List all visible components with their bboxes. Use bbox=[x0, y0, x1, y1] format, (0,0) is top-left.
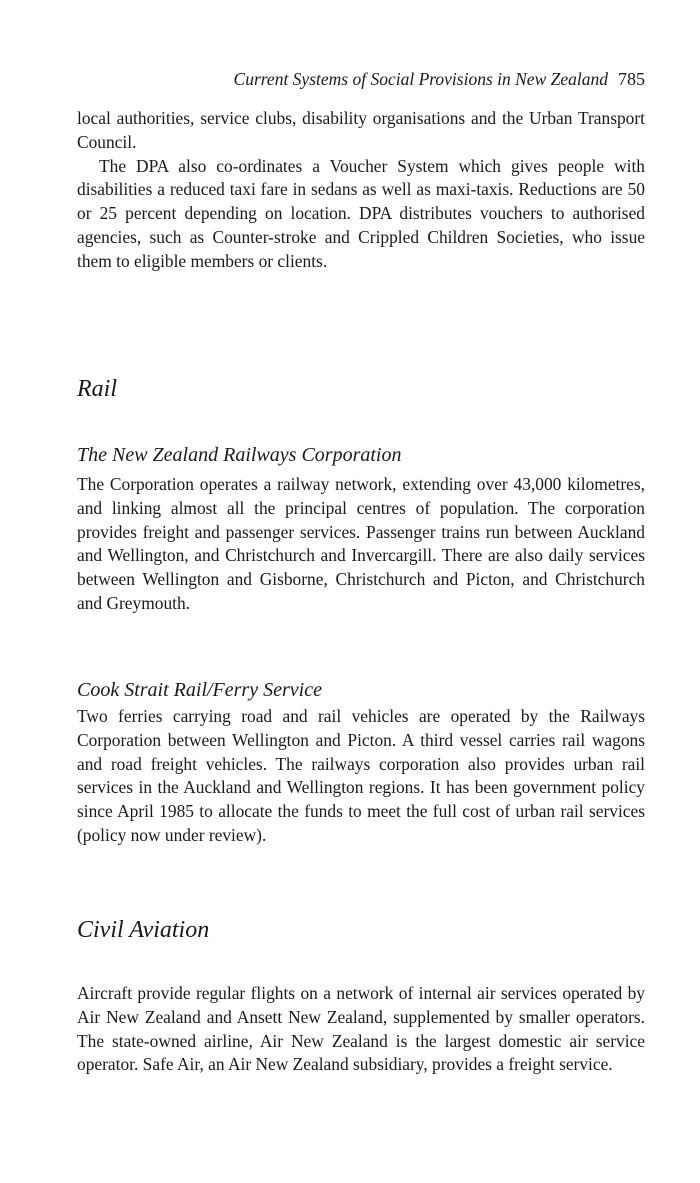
intro-text bbox=[77, 107, 645, 274]
paragraph-railways: The Corporation operates a railway network, extending over 43,000 kilometres, and linking almost all the principal centres of population. The corporation provides freight and passenger services. Passenger trains run between Auckland and Wellington, and Christchurch and Invercargill. There are also daily services between Wellington and Gisborne, Christchurch and Picton, and Christchurch and Greymouth. bbox=[77, 474, 645, 613]
railways-corporation-text bbox=[77, 473, 645, 616]
page-number: 785 bbox=[618, 69, 645, 89]
running-head-title: Current Systems of Social Provisions in New Zealand bbox=[233, 69, 608, 89]
running-head bbox=[77, 67, 645, 91]
cook-strait-text bbox=[77, 705, 645, 848]
paragraph-continuation: local authorities, service clubs, disability organisations and the Urban Transport Council. bbox=[77, 108, 645, 152]
paragraph-voucher-system: The DPA also co-ordinates a Voucher System which gives people with disabilities a reduced taxi fare in sedans as well as maxi-taxis. Reductions are 50 or 25 percent depending on location. DPA distributes vouchers to authorised agencies, such as Counter-stroke and Crippled Children Societies, who issue them to eligible members or clients. bbox=[77, 155, 645, 271]
paragraph-aviation: Aircraft provide regular flights on a network of internal air services operated by Air New Zealand and Ansett New Zealand, supplemented by smaller operators. The state-owned airline, Air New Zealand is the largest domestic air service operator. Safe Air, an Air New Zealand subsidiary, provides a freight service. bbox=[77, 983, 645, 1075]
section-heading-rail: Rail bbox=[77, 376, 117, 402]
civil-aviation-text bbox=[77, 982, 645, 1077]
section-heading-civil-aviation: Civil Aviation bbox=[77, 917, 210, 943]
paragraph-ferry: Two ferries carrying road and rail vehicles are operated by the Railways Corporation between Wellington and Picton. A third vessel carries rail wagons and road freight vehicles. The railways corporation also provides urban rail services in the Auckland and Wellington regions. It has been government policy since April 1985 to allocate the funds to meet the full cost of urban rail services (policy now under review). bbox=[77, 706, 645, 845]
subheading-cook-strait-ferry: Cook Strait Rail/Ferry Service bbox=[77, 679, 322, 701]
subheading-railways-corporation: The New Zealand Railways Corporation bbox=[77, 444, 402, 466]
